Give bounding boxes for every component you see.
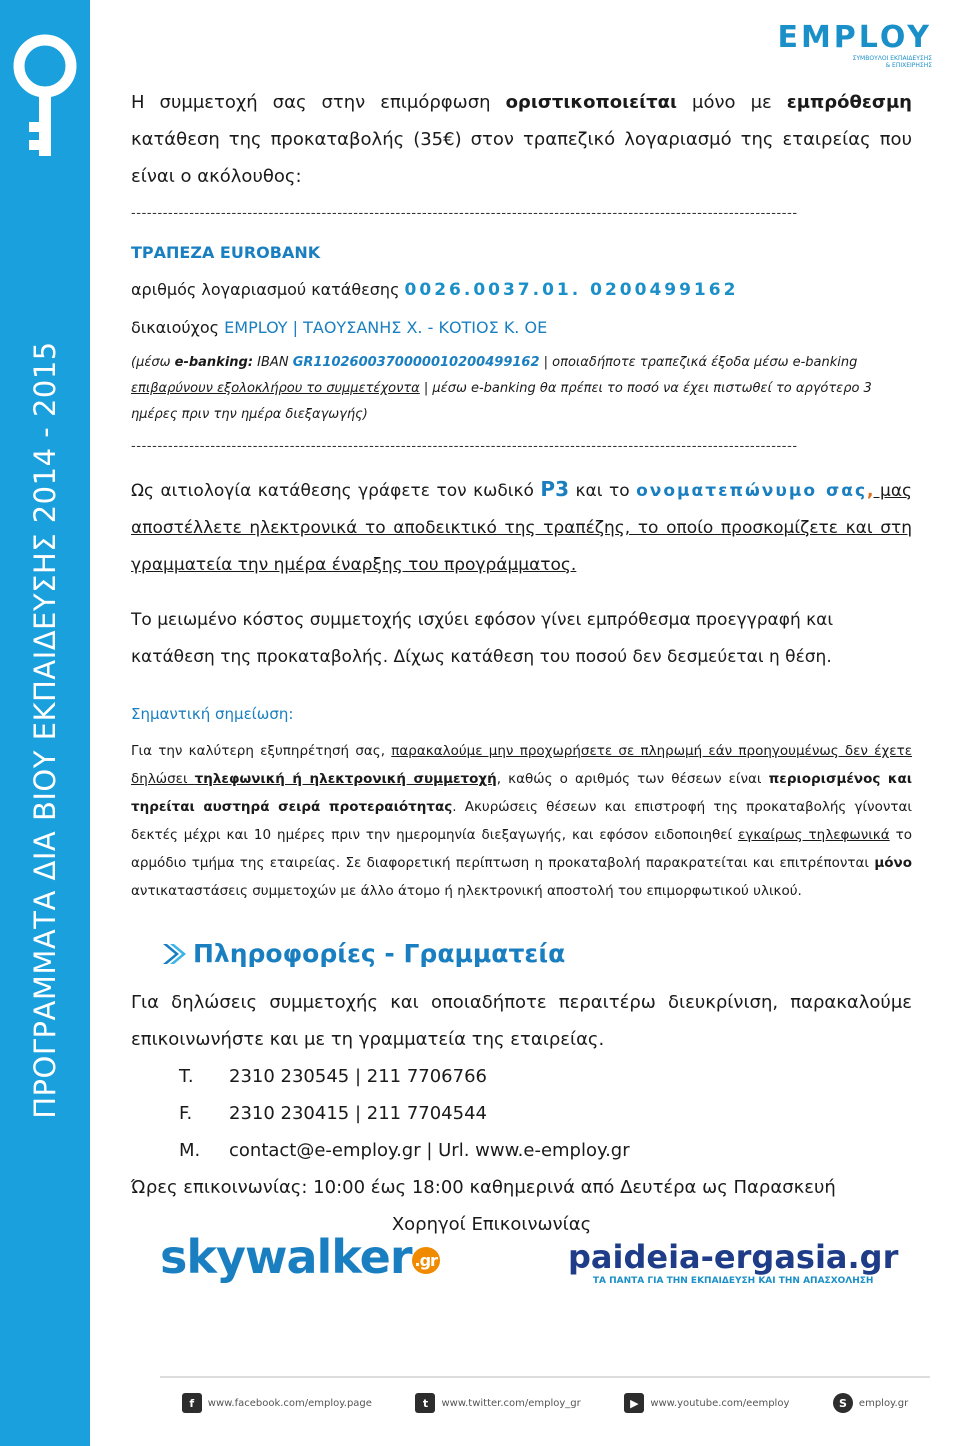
paideia-word: paideia-ergasia.gr	[568, 1238, 899, 1276]
paideia-tagline: ΤΑ ΠΑΝΤΑ ΓΙΑ ΤΗΝ ΕΚΠΑΙΔΕΥΣΗ ΚΑΙ ΤΗΝ ΑΠΑΣΧΟΛΗΣΗ	[592, 1276, 874, 1286]
account-label: αριθμός λογαριασμού κατάθεσης	[131, 280, 405, 299]
mail-value[interactable]: contact@e-employ.gr | Url. www.e-employ.gr	[229, 1140, 630, 1161]
info-heading	[161, 935, 912, 972]
youtube-icon: ▶	[624, 1393, 644, 1413]
intro-text: Η συμμετοχή σας στην επιμόρφωση	[131, 92, 506, 113]
footer-skype[interactable]	[833, 1393, 908, 1413]
skywalker-word: skywalker	[160, 1230, 412, 1284]
note-iban-label: IBAN	[253, 355, 293, 370]
mail-row	[179, 1132, 912, 1169]
reason-comma: ,	[867, 481, 874, 501]
important-note-text	[131, 737, 912, 905]
contact-list	[179, 1058, 912, 1169]
facebook-icon: f	[182, 1393, 202, 1413]
office-hours: Ώρες επικοινωνίας: 10:00 έως 18:00 καθημερινά από Δευτέρα ως Παρασκευή	[131, 1177, 836, 1198]
intro-text: κατάθεση της προκαταβολής (35€) στον τραπεζικό λογαριασμό της εταιρείας που είναι ο ακόλουθος:	[131, 129, 912, 187]
note-underlined: εγκαίρως τηλεφωνικά	[738, 827, 890, 843]
mail-key: M.	[179, 1140, 201, 1161]
fax-key: F.	[179, 1103, 193, 1124]
important-note-title: Σημαντική σημείωση:	[131, 705, 294, 723]
brand-name: EMPLOY	[777, 20, 932, 55]
skype-id[interactable]: employ.gr	[858, 1397, 909, 1409]
phone-value: 2310 230545 | 211 7706766	[229, 1066, 487, 1087]
skywalker-tld: .gr	[412, 1247, 440, 1274]
note-text: αντικαταστάσεις συμμετοχών με άλλο άτομο ή ηλεκτρονική αποστολή του επιμορφωτικού υλικού.	[131, 883, 802, 899]
sponsors-heading: Χορηγοί Επικοινωνίας	[391, 1214, 592, 1235]
intro-bold-finalized: οριστικοποιείται	[505, 92, 678, 113]
note-underlined: επιβαρύνουν εξολοκλήρου το συμμετέχοντα	[131, 381, 420, 396]
note-text: | οποιαδήποτε τραπεζικά έξοδα μέσω e-banking	[539, 355, 858, 370]
note-text: , καθώς ο αριθμός των θέσεων είναι	[496, 771, 769, 787]
footer-youtube[interactable]	[624, 1393, 789, 1413]
note-bold: μόνο	[874, 855, 912, 871]
sidebar-title: ΠΡΟΓΡΑΜΜΑΤΑ ΔΙΑ ΒΙΟΥ ΕΚΠΑΙΔΕΥΣΗΣ 2014 - 2015	[28, 341, 62, 1119]
twitter-url[interactable]: www.twitter.com/employ_gr	[441, 1397, 581, 1409]
intro-paragraph	[131, 84, 912, 195]
divider: ------------------------------------------------------------------------------------------------------------------------------	[131, 206, 798, 221]
youtube-url[interactable]: www.youtube.com/eemploy	[650, 1397, 790, 1409]
note-bold-underlined: τηλεφωνική ή ηλεκτρονική συμμετοχή	[194, 771, 497, 787]
note-underlined: παρακαλούμε μην προχωρήσετε σε πληρωμή εάν προηγουμένως δεν έχετε δηλώσει	[131, 743, 913, 787]
skywalker-logo	[160, 1230, 440, 1284]
key-icon	[8, 30, 82, 160]
footer-twitter[interactable]	[415, 1393, 580, 1413]
note-text: | μέσω e-banking θα πρέπει το ποσό να έχει πιστωθεί το αργότερο 3 ημέρες πριν την ημέρα διεξαγωγής)	[131, 381, 872, 422]
brand-tagline-2: & ΕΠΙΧΕΙΡΗΣΗΣ	[885, 62, 932, 69]
brand-tagline-1: ΣΥΜΒΟΥΛΟΙ ΕΚΠΑΙΔΕΥΣΗΣ	[852, 55, 932, 62]
reason-underlined: μας αποστέλλετε ηλεκτρονικά το αποδεικτικό της τραπέζης, το οποίο προσκομίζετε και στη γραμματεία την ημέρα έναρξης του προγράμματος.	[131, 481, 912, 575]
footer	[160, 1376, 930, 1428]
info-title: Πληροφορίες - Γραμματεία	[193, 939, 566, 968]
reason-code: P3	[540, 477, 569, 501]
note-ebanking: e-banking:	[174, 355, 254, 370]
main-content	[131, 84, 912, 1243]
note-text: Για την καλύτερη εξυπηρέτησή σας,	[131, 743, 392, 759]
fax-row	[179, 1095, 912, 1132]
reduced-cost-paragraph: Το μειωμένο κόστος συμμετοχής ισχύει εφόσον γίνει εμπρόθεσμα προεγγραφή και κατάθεση της προκαταβολής. Δίχως κατάθεση του ποσού δεν δεσμεύεται η θέση.	[131, 610, 834, 667]
holder-name: EMPLOY | ΤΑΟΥΣΑΝΗΣ Χ. - ΚΟΤΙΟΣ Κ. ΟΕ	[224, 318, 548, 337]
reason-fullname: ονοματεπώνυμο σας	[636, 481, 868, 501]
twitter-icon: t	[415, 1393, 435, 1413]
ebanking-note	[131, 350, 912, 428]
note-text: . Ακυρώσεις θέσεων και επιστροφή της προκαταβολής γίνονται δεκτές μέχρι και 10 ημέρες πριν την ημερομηνία διεξαγωγής, και εφόσον ειδοποιηθεί	[131, 799, 912, 843]
reason-text: και το	[569, 481, 637, 501]
chevron-right-icon	[161, 942, 187, 966]
intro-bold-timely: εμπρόθεσμη	[786, 92, 912, 113]
facebook-url[interactable]: www.facebook.com/employ.page	[207, 1397, 372, 1409]
iban: GR1102600370000010200499162	[292, 355, 540, 370]
employ-logo	[777, 20, 932, 69]
intro-text: μόνο με	[677, 92, 787, 113]
note-text: (μέσω	[131, 355, 175, 370]
holder-label: δικαιούχος	[131, 318, 225, 337]
bank-name: ΤΡΑΠΕΖΑ EUROBANK	[131, 243, 321, 262]
account-line	[131, 271, 912, 309]
skype-icon: S	[833, 1393, 853, 1413]
holder-line	[131, 309, 912, 346]
footer-facebook[interactable]	[182, 1393, 372, 1413]
paideia-logo	[568, 1238, 898, 1286]
phone-row	[179, 1058, 912, 1095]
note-text: το αρμόδιο τμήμα της εταιρείας. Σε διαφορετική περίπτωση η προκαταβολή παρακρατείται και επιτρέπονται	[131, 827, 912, 871]
reason-text: Ως αιτιολογία κατάθεσης γράφετε τον κωδικό	[131, 481, 541, 501]
reason-paragraph	[131, 471, 912, 584]
divider: ------------------------------------------------------------------------------------------------------------------------------	[131, 439, 798, 454]
account-number: 0026.0037.01. 0200499162	[404, 280, 739, 300]
note-bold: περιορισμένος και τηρείται αυστηρά σειρά προτεραιότητας	[131, 771, 913, 815]
fax-value: 2310 230415 | 211 7704544	[229, 1103, 487, 1124]
phone-key: T.	[179, 1066, 194, 1087]
info-text: Για δηλώσεις συμμετοχής και οποιαδήποτε περαιτέρω διευκρίνιση, παρακαλούμε επικοινωνήστε και με τη γραμματεία της εταιρείας.	[131, 992, 912, 1050]
